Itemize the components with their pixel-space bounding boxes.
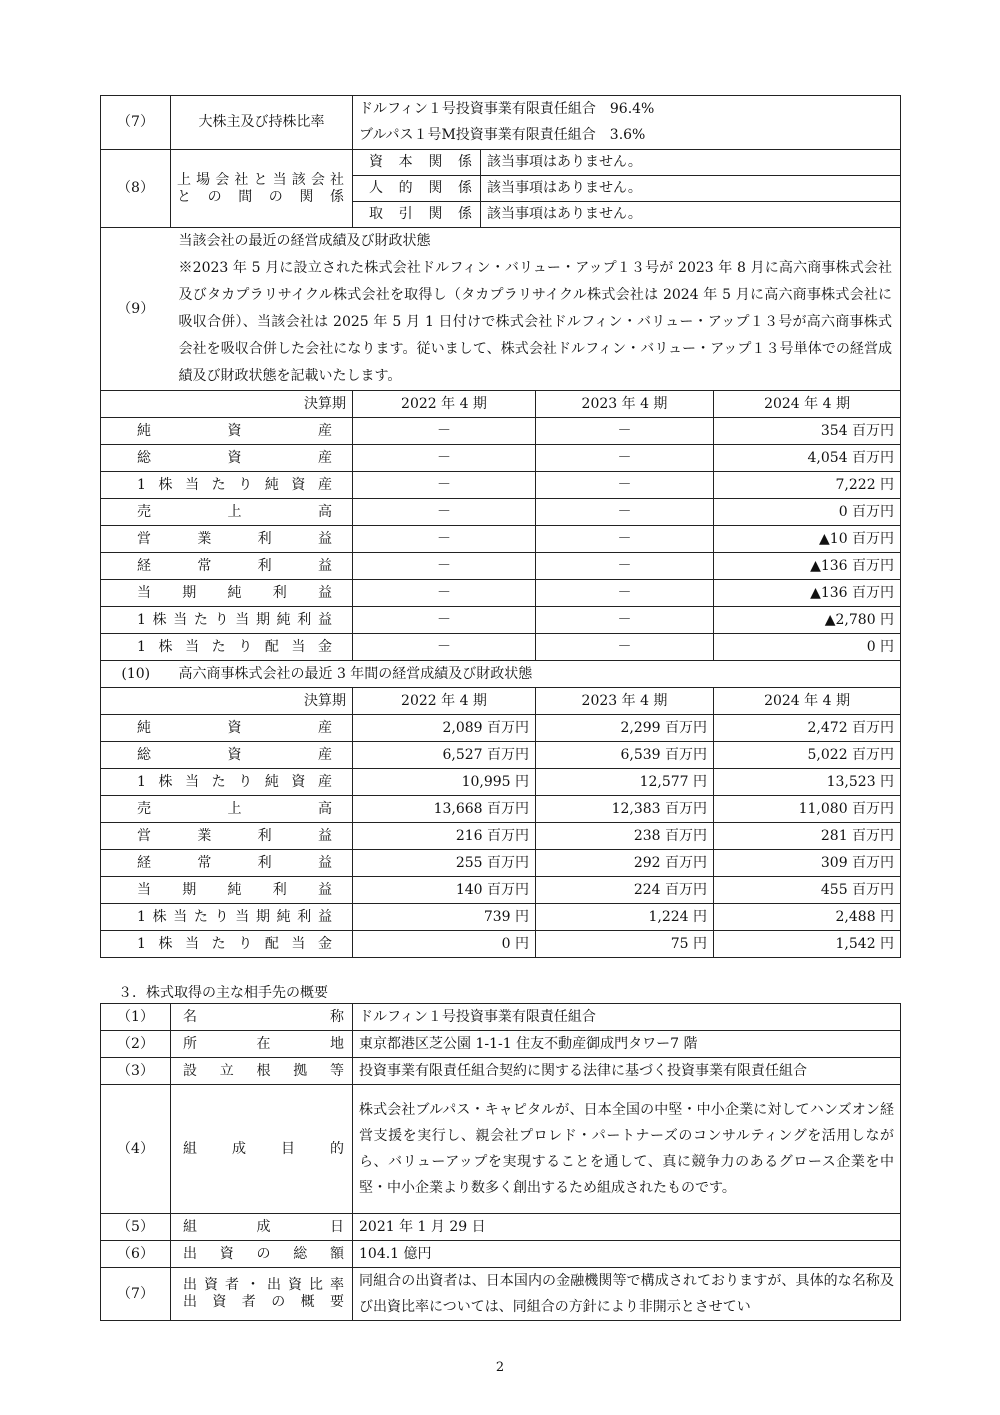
table-row [101, 769, 901, 796]
row-value: 2021 年 1 月 29 日 [353, 1214, 901, 1241]
fin2-cell: 6,527 百万円 [353, 742, 536, 769]
row-num-8: （8） [101, 150, 171, 228]
fin2-cell: 255 百万円 [353, 850, 536, 877]
fin1-cell: ▲2,780 円 [714, 607, 901, 634]
fin2-label: 当期純利益 [101, 877, 353, 904]
fin1-cell: 0 百万円 [714, 499, 901, 526]
fin1-cell: － [353, 634, 536, 661]
row-value: 東京都港区芝公園 1-1-1 住友不動産御成門タワー7 階 [353, 1031, 901, 1058]
fin2-cell: 455 百万円 [714, 877, 901, 904]
fin1-cell: ▲136 百万円 [714, 580, 901, 607]
fin1-cell: ▲136 百万円 [714, 553, 901, 580]
fin1-cell: － [353, 499, 536, 526]
relationship-label-line2: との間の関係 [177, 188, 344, 205]
fin2-cell: 12,577 円 [536, 769, 714, 796]
table-row [101, 823, 901, 850]
fin2-cell: 2,488 円 [714, 904, 901, 931]
table-row [101, 1004, 901, 1031]
fin2-cell: 739 円 [353, 904, 536, 931]
row-num: （5） [101, 1214, 171, 1241]
row-num-7: （7） [101, 1268, 171, 1321]
table-row [101, 715, 901, 742]
fin2-cell: 11,080 百万円 [714, 796, 901, 823]
fin2-cell: 10,995 円 [353, 769, 536, 796]
fin1-cell: － [353, 472, 536, 499]
major-shareholders-label: 大株主及び持株比率 [171, 96, 353, 150]
table-row [101, 742, 901, 769]
row-label: 出資の総額 [171, 1241, 353, 1268]
fin2-cell: 12,383 百万円 [536, 796, 714, 823]
table-row [101, 877, 901, 904]
recent-performance-title: 当該会社の最近の経営成績及び財政状態 [178, 233, 431, 249]
table-row [101, 850, 901, 877]
fin1-label: 1株当たり配当金 [101, 634, 353, 661]
fin2-cell: 216 百万円 [353, 823, 536, 850]
row-label: 設立根拠等 [171, 1058, 353, 1085]
fin1-cell: － [353, 445, 536, 472]
fin1-cell: － [536, 580, 714, 607]
row-num: （2） [101, 1031, 171, 1058]
table-row [101, 445, 901, 472]
fin1-cell: 7,222 円 [714, 472, 901, 499]
row-num: （4） [101, 1085, 171, 1214]
fin1-label: 売上高 [101, 499, 353, 526]
fin1-header-period: 決算期 [101, 391, 353, 418]
fin1-cell: － [353, 553, 536, 580]
fin1-label: 当期純利益 [101, 580, 353, 607]
table-row [101, 580, 901, 607]
row-value: 株式会社ブルパス・キャピタルが、日本全国の中堅・中小企業に対してハンズオン経営支援を実行し、親会社プロレド・パートナーズのコンサルティングを活用しながら、バリューアップを実現することを通して、真に競争力のあるグロース企業を中堅・中小企業より数多く創出するため組成されたものです。 [353, 1085, 901, 1214]
fin1-label: 営業利益 [101, 526, 353, 553]
fin1-cell: － [536, 445, 714, 472]
fin2-cell: 2,089 百万円 [353, 715, 536, 742]
table-row [101, 634, 901, 661]
section-3-title: ３．株式取得の主な相手先の概要 [118, 985, 328, 1001]
company-overview-table [100, 95, 901, 958]
fin1-header-2023: 2023 年 4 期 [536, 391, 714, 418]
fin2-cell: 2,472 百万円 [714, 715, 901, 742]
fin2-cell: 0 円 [353, 931, 536, 958]
fin1-cell: － [536, 607, 714, 634]
fin2-label: 経常利益 [101, 850, 353, 877]
fin2-label: 営業利益 [101, 823, 353, 850]
personnel-relation-key: 人的関係 [353, 176, 481, 202]
row-label: 所在地 [171, 1031, 353, 1058]
fin1-cell: ▲10 百万円 [714, 526, 901, 553]
table-row [101, 1031, 901, 1058]
table-row [101, 526, 901, 553]
fin2-label: 1株当たり配当金 [101, 931, 353, 958]
fin1-cell: 0 円 [714, 634, 901, 661]
fin1-header-2024: 2024 年 4 期 [714, 391, 901, 418]
fin2-cell: 238 百万円 [536, 823, 714, 850]
investor-label-line2: 出資者の概要 [183, 1294, 344, 1310]
row-value: 投資事業有限責任組合契約に関する法律に基づく投資事業有限責任組合 [353, 1058, 901, 1085]
table-row [101, 931, 901, 958]
row-label: 組成日 [171, 1214, 353, 1241]
recent-performance-body: ※2023 年 5 月に設立された株式会社ドルフィン・バリュー・アップ１３号が 2023 年 8 月に高六商事株式会社及びタカプラリサイクル株式会社を取得し（タカプラリサイクル株式会社は 2024 年 5 月に高六商事株式会社に吸収合併）、当該会社は 2025 年 5 月 1 日付けで株式会社ドルフィン・バリュー・アップ１３号が高六商事株式会社を吸収合併した会社になります。従いまして、株式会社ドルフィン・バリュー・アップ１３号単体での経営成績及び財政状態を記載いたします。 [178, 260, 893, 384]
major-shareholder-2: ブルパス１号M投資事業有限責任組合 3.6% [353, 123, 901, 150]
personnel-relation-value: 該当事項はありません。 [481, 176, 901, 202]
recent-performance-note [171, 228, 901, 391]
fin2-cell: 5,022 百万円 [714, 742, 901, 769]
row-num: （3） [101, 1058, 171, 1085]
fin1-cell: － [353, 418, 536, 445]
fin2-header-2024: 2024 年 4 期 [714, 688, 901, 715]
fin2-cell: 2,299 百万円 [536, 715, 714, 742]
fin2-cell: 13,668 百万円 [353, 796, 536, 823]
fin1-cell: － [536, 553, 714, 580]
fin1-header-row [101, 391, 901, 418]
row-num: （1） [101, 1004, 171, 1031]
table-row [101, 1085, 901, 1214]
fin2-cell: 224 百万円 [536, 877, 714, 904]
table-row [101, 1214, 901, 1241]
fin1-cell: － [536, 418, 714, 445]
row-value: ドルフィン１号投資事業有限責任組合 [353, 1004, 901, 1031]
fin1-cell: － [353, 526, 536, 553]
fin2-header-period: 決算期 [101, 688, 353, 715]
table-row [101, 553, 901, 580]
fin1-cell: － [536, 634, 714, 661]
fin1-label: 1株当たり純資産 [101, 472, 353, 499]
table-row [101, 1241, 901, 1268]
fin2-cell: 1,542 円 [714, 931, 901, 958]
table-row [101, 904, 901, 931]
row-label: 名称 [171, 1004, 353, 1031]
fin2-cell: 6,539 百万円 [536, 742, 714, 769]
row-value: 104.1 億円 [353, 1241, 901, 1268]
relationship-label [171, 150, 353, 228]
fin2-header-2023: 2023 年 4 期 [536, 688, 714, 715]
investor-label-line1: 出資者・出資比率 [183, 1277, 344, 1294]
transaction-relation-value: 該当事項はありません。 [481, 202, 901, 228]
fin1-cell: － [353, 580, 536, 607]
row-label: 組成目的 [171, 1085, 353, 1214]
investor-label [171, 1268, 353, 1321]
fin1-cell: － [536, 499, 714, 526]
fin2-label: 1株当たり純資産 [101, 769, 353, 796]
transaction-relation-key: 取引関係 [353, 202, 481, 228]
relationship-label-line1: 上場会社と当該会社 [177, 171, 344, 188]
fin2-label: 1株当たり当期純利益 [101, 904, 353, 931]
capital-relation-value: 該当事項はありません。 [481, 150, 901, 176]
capital-relation-key: 資本関係 [353, 150, 481, 176]
row-num: （6） [101, 1241, 171, 1268]
fin1-label: 経常利益 [101, 553, 353, 580]
table-row [101, 418, 901, 445]
table-row [101, 1268, 901, 1321]
fin2-label: 総資産 [101, 742, 353, 769]
row-num-9: （9） [101, 228, 171, 391]
fin1-cell: － [536, 526, 714, 553]
fin2-cell: 75 円 [536, 931, 714, 958]
row-num-7: （7） [101, 96, 171, 150]
fin2-label: 純資産 [101, 715, 353, 742]
fin2-cell: 309 百万円 [714, 850, 901, 877]
takaroku-performance-title: 高六商事株式会社の最近 3 年間の経営成績及び財政状態 [171, 661, 901, 688]
page-number: 2 [495, 1360, 505, 1375]
fin1-label: 総資産 [101, 445, 353, 472]
fin2-cell: 1,224 円 [536, 904, 714, 931]
fin1-cell: － [536, 472, 714, 499]
investor-value: 同組合の出資者は、日本国内の金融機関等で構成されておりますが、具体的な名称及び出資比率については、同組合の方針により非開示とさせてい [353, 1268, 901, 1321]
counterparty-overview-table [100, 1003, 901, 1321]
fin1-cell: － [353, 607, 536, 634]
fin2-header-row [101, 688, 901, 715]
fin1-label: 純資産 [101, 418, 353, 445]
fin1-header-2022: 2022 年 4 期 [353, 391, 536, 418]
row-num-10: (10) [101, 661, 171, 688]
fin2-label: 売上高 [101, 796, 353, 823]
fin1-cell: 354 百万円 [714, 418, 901, 445]
table-row [101, 796, 901, 823]
fin2-cell: 140 百万円 [353, 877, 536, 904]
fin2-header-2022: 2022 年 4 期 [353, 688, 536, 715]
fin2-cell: 281 百万円 [714, 823, 901, 850]
major-shareholder-1: ドルフィン１号投資事業有限責任組合 96.4% [353, 96, 901, 123]
table-row [101, 499, 901, 526]
table-row [101, 607, 901, 634]
table-row [101, 472, 901, 499]
fin2-cell: 292 百万円 [536, 850, 714, 877]
fin1-label: 1株当たり当期純利益 [101, 607, 353, 634]
fin1-cell: 4,054 百万円 [714, 445, 901, 472]
table-row [101, 1058, 901, 1085]
fin2-cell: 13,523 円 [714, 769, 901, 796]
